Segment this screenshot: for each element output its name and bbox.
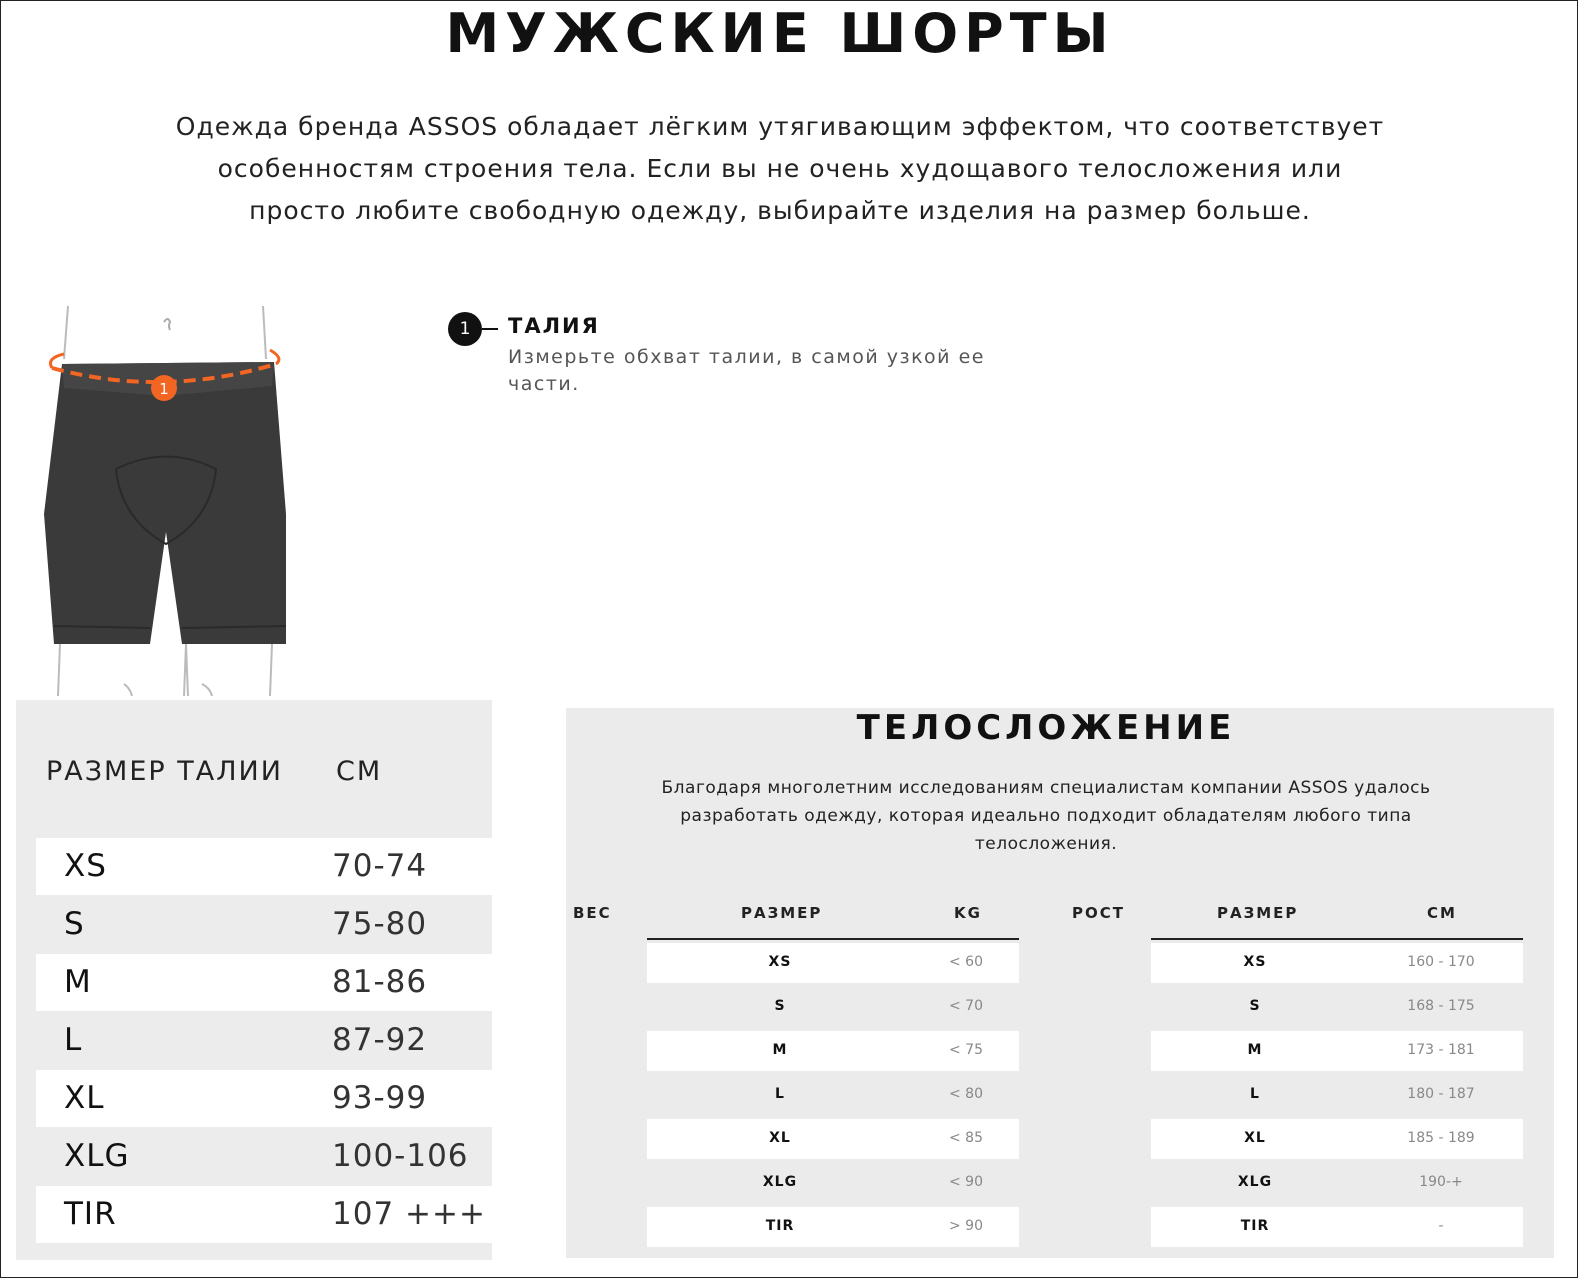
body-type-description-line: телосложения. bbox=[974, 834, 1118, 854]
waist-row-cm: 87-92 bbox=[332, 1022, 428, 1058]
legend-description-line: Измерьте обхват талии, в самой узкой ее bbox=[508, 346, 985, 368]
height-table-row bbox=[1151, 987, 1523, 1027]
weight-header-size: РАЗМЕР bbox=[741, 904, 823, 922]
weight-group-label: ВЕС bbox=[573, 904, 612, 922]
waist-row-cm: 93-99 bbox=[332, 1080, 428, 1116]
height-row-value: - bbox=[1438, 1218, 1444, 1234]
weight-table-row bbox=[647, 1075, 1019, 1115]
height-table-row bbox=[1151, 1075, 1523, 1115]
height-table-row bbox=[1151, 1163, 1523, 1203]
waist-header-size: РАЗМЕР ТАЛИИ bbox=[46, 756, 283, 787]
waist-row-cm: 75-80 bbox=[332, 906, 428, 942]
waist-row-size: XL bbox=[64, 1080, 105, 1116]
height-row-size: XS bbox=[1243, 954, 1267, 970]
body-type-description-line: разработать одежду, которая идеально подходит обладателям любого типа bbox=[680, 806, 1412, 826]
height-header-rule bbox=[1151, 938, 1523, 940]
waist-row-cm: 70-74 bbox=[332, 848, 428, 884]
weight-row-size: XLG bbox=[762, 1174, 798, 1190]
waist-table-row bbox=[36, 838, 492, 895]
body-type-panel bbox=[566, 708, 1554, 1258]
height-header-size: РАЗМЕР bbox=[1217, 904, 1299, 922]
weight-row-value: < 60 bbox=[949, 954, 983, 970]
waist-table-row bbox=[36, 1128, 492, 1185]
weight-row-value: < 75 bbox=[949, 1042, 983, 1058]
waist-row-cm: 81-86 bbox=[332, 964, 428, 1000]
height-group-label: РОСТ bbox=[1072, 904, 1125, 922]
height-row-value: 168 - 175 bbox=[1407, 998, 1475, 1014]
weight-row-size: TIR bbox=[765, 1218, 795, 1234]
height-table-row bbox=[1151, 1031, 1523, 1071]
body-type-description bbox=[606, 774, 1486, 858]
legend-label: ТАЛИЯ bbox=[508, 314, 600, 338]
weight-table-row bbox=[647, 987, 1019, 1027]
waist-table-row bbox=[36, 1070, 492, 1127]
intro-line: просто любите свободную одежду, выбирайте изделия на размер больше. bbox=[249, 196, 1311, 225]
waist-row-cm: 107 +++ bbox=[332, 1196, 486, 1232]
waist-header-cm: CM bbox=[336, 756, 383, 787]
weight-row-size: S bbox=[774, 998, 786, 1014]
weight-table-row bbox=[647, 1031, 1019, 1071]
height-row-value: 190-+ bbox=[1419, 1174, 1463, 1190]
waist-row-size: M bbox=[64, 964, 92, 1000]
legend-connector bbox=[482, 328, 498, 330]
height-table-row bbox=[1151, 943, 1523, 983]
height-row-size: XL bbox=[1244, 1130, 1266, 1146]
waist-table-row bbox=[36, 896, 492, 953]
weight-row-value: < 90 bbox=[949, 1174, 983, 1190]
legend-description bbox=[508, 344, 1028, 398]
body-type-description-line: Благодаря многолетним исследованиям специалистам компании ASSOS удалось bbox=[661, 778, 1431, 798]
body-type-title: ТЕЛОСЛОЖЕНИЕ bbox=[856, 708, 1236, 748]
weight-row-size: XL bbox=[769, 1130, 791, 1146]
waist-table-row bbox=[36, 1186, 492, 1243]
height-row-size: XLG bbox=[1237, 1174, 1273, 1190]
page-title: МУЖСКИЕ ШОРТЫ bbox=[445, 2, 1115, 65]
height-row-value: 185 - 189 bbox=[1407, 1130, 1475, 1146]
shorts-illustration bbox=[34, 304, 304, 696]
intro-text bbox=[60, 106, 1500, 232]
waist-row-size: L bbox=[64, 1022, 83, 1058]
weight-table-row bbox=[647, 1163, 1019, 1203]
weight-row-value: > 90 bbox=[949, 1218, 983, 1234]
height-row-size: M bbox=[1247, 1042, 1263, 1058]
waist-row-size: XS bbox=[64, 848, 107, 884]
weight-row-size: XS bbox=[768, 954, 792, 970]
weight-row-size: L bbox=[775, 1086, 785, 1102]
height-table-row bbox=[1151, 1207, 1523, 1247]
weight-row-value: < 85 bbox=[949, 1130, 983, 1146]
weight-row-size: M bbox=[772, 1042, 788, 1058]
height-header-cm: CM bbox=[1427, 904, 1457, 922]
intro-line: Одежда бренда ASSOS обладает лёгким утягивающим эффектом, что соответствует bbox=[175, 112, 1385, 141]
waist-marker-number: 1 bbox=[159, 380, 169, 398]
height-row-size: S bbox=[1249, 998, 1261, 1014]
intro-line: особенностям строения тела. Если вы не очень худощавого телосложения или bbox=[217, 154, 1343, 183]
weight-row-value: < 80 bbox=[949, 1086, 983, 1102]
waist-table-row bbox=[36, 1012, 492, 1069]
waist-row-cm: 100-106 bbox=[332, 1138, 469, 1174]
waist-row-size: S bbox=[64, 906, 85, 942]
legend-number: 1 bbox=[448, 312, 482, 346]
weight-header-rule bbox=[647, 938, 1019, 940]
weight-table-row bbox=[647, 1119, 1019, 1159]
legend-description-line: части. bbox=[508, 373, 580, 395]
height-row-value: 173 - 181 bbox=[1407, 1042, 1475, 1058]
height-row-value: 180 - 187 bbox=[1407, 1086, 1475, 1102]
height-row-value: 160 - 170 bbox=[1407, 954, 1475, 970]
waist-table-row bbox=[36, 954, 492, 1011]
waist-row-size: XLG bbox=[64, 1138, 130, 1174]
weight-row-value: < 70 bbox=[949, 998, 983, 1014]
weight-table-row bbox=[647, 943, 1019, 983]
height-row-size: L bbox=[1250, 1086, 1260, 1102]
height-table-row bbox=[1151, 1119, 1523, 1159]
weight-header-kg: KG bbox=[954, 904, 982, 922]
height-row-size: TIR bbox=[1240, 1218, 1270, 1234]
weight-table-row bbox=[647, 1207, 1019, 1247]
waist-row-size: TIR bbox=[64, 1196, 117, 1232]
waist-size-table bbox=[16, 700, 492, 1260]
